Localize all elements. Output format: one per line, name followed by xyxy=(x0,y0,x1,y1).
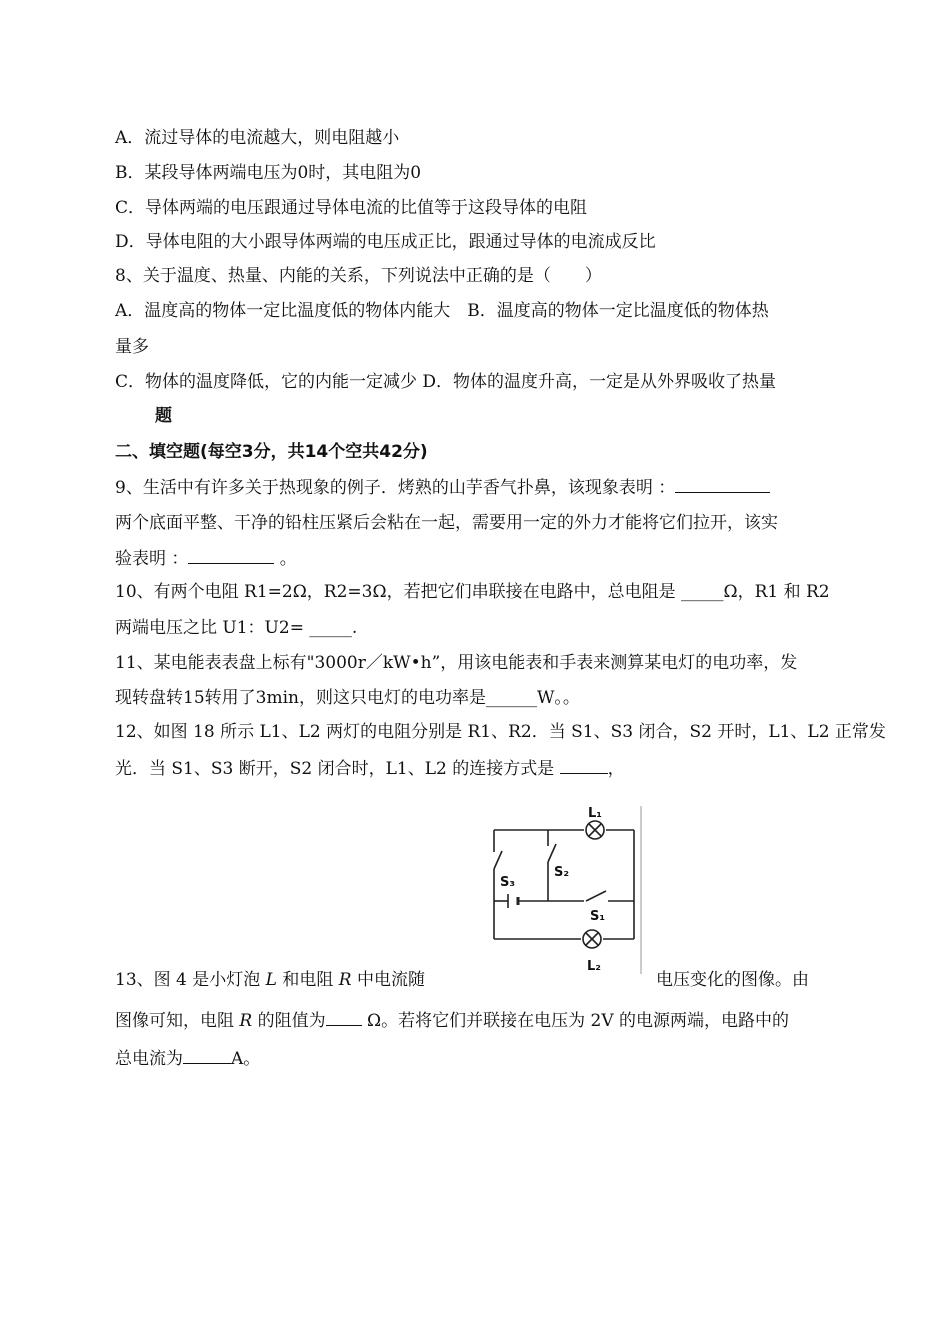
q13-line2 xyxy=(115,1008,789,1033)
q9-line3-end: 。 xyxy=(274,549,297,569)
q13-text: 总电流为 xyxy=(115,1049,183,1069)
q13-line1-right: 电压变化的图像。由 xyxy=(656,970,809,990)
q9-line3 xyxy=(115,546,297,571)
q13-text: 13、图 4 是小灯泡 xyxy=(115,970,266,990)
q7-option-a: A．流过导体的电流越大，则电阻越小 xyxy=(115,128,400,148)
s3-switch xyxy=(494,851,502,869)
s2-switch xyxy=(548,844,556,862)
q13-symbol-r: R xyxy=(239,1011,253,1031)
q13-line3 xyxy=(115,1046,260,1071)
lamp-l1-icon xyxy=(586,821,604,839)
answer-blank[interactable] xyxy=(326,1008,362,1026)
q10-line1-text: 10、有两个电阻 R1=2Ω，R2=3Ω，若把它们串联接在电路中，总电阻是 xyxy=(115,582,681,602)
q13-line1-left xyxy=(115,968,425,992)
q7-option-c: C．导体两端的电压跟通过导体电流的比值等于这段导体的电阻 xyxy=(115,198,588,218)
label-s2: S₂ xyxy=(554,865,570,880)
q7-option-b: B．某段导体两端电压为0时，其电阻为0 xyxy=(115,163,422,183)
q8-options-ab: A．温度高的物体一定比温度低的物体内能大 B．温度高的物体一定比温度低的物体热 xyxy=(115,301,769,321)
q8-stem: 8、关于温度、热量、内能的关系，下列说法中正确的是（ ） xyxy=(115,266,602,286)
circuit-diagram xyxy=(486,804,646,976)
q9-line2: 两个底面平整、干净的铅柱压紧后会粘在一起，需要用一定的外力才能将它们拉开，该实 xyxy=(115,513,778,533)
lamp-l2-icon xyxy=(583,930,601,948)
q11-line1: 11、某电能表表盘上标有"3000r／kW•h”，用该电能表和手表来测算某电灯的电功率，发 xyxy=(115,653,798,673)
q12-line1: 12、如图 18 所示 L1、L2 两灯的电阻分别是 R1、R2．当 S1、S3 闭合，S2 开时，L1、L2 正常发 xyxy=(115,722,886,742)
q8-options-cd: C．物体的温度降低，它的内能一定减少 D．物体的温度升高，一定是从外界吸收了热量 xyxy=(115,372,777,392)
q11-line2: 现转盘转15转用了3min，则这只电灯的电功率是______W。。 xyxy=(115,688,580,708)
stray-character: 题 xyxy=(155,406,172,426)
label-s1: S₁ xyxy=(590,909,606,924)
answer-blank[interactable] xyxy=(560,756,608,774)
q10-line1-end: Ω，R1 和 R2 xyxy=(723,582,830,602)
s1-switch xyxy=(586,891,606,901)
q10-line2: 两端电压之比 U1：U2= _____. xyxy=(115,618,358,638)
q10-line1 xyxy=(115,580,830,604)
answer-blank[interactable] xyxy=(183,1046,231,1064)
q12-line2 xyxy=(115,756,625,781)
q13-text: 的阻值为 xyxy=(252,1011,326,1031)
q9-line3-text: 验表明 ： xyxy=(115,549,189,569)
q13-text: Ω。若将它们并联接在电压为 2V 的电源两端，电路中的 xyxy=(361,1011,790,1031)
q8-options-ab-continued: 量多 xyxy=(115,337,149,357)
label-l2: L₂ xyxy=(587,959,601,974)
q13-text: 和电阻 xyxy=(276,970,339,990)
q9-line1 xyxy=(115,475,770,500)
answer-blank[interactable] xyxy=(675,475,770,493)
q13-text: A。 xyxy=(231,1049,261,1069)
label-l1: L₁ xyxy=(588,806,602,821)
q12-line2-end: ， xyxy=(607,759,625,779)
q13-symbol-l: L xyxy=(265,970,277,990)
q9-line1-text: 9、生活中有许多关于热现象的例子．烤熟的山芋香气扑鼻，该现象表明 ： xyxy=(115,478,676,498)
label-s3: S₃ xyxy=(500,875,516,890)
answer-blank[interactable] xyxy=(188,546,274,564)
q13-text: 中电流随 xyxy=(351,970,425,990)
section-title: 二、填空题(每空3分，共14个空共42分) xyxy=(115,442,428,462)
q13-symbol-r: R xyxy=(338,970,352,990)
q12-line2-text: 光．当 S1、S3 断开，S2 闭合时，L1、L2 的连接方式是 xyxy=(115,759,560,779)
q7-option-d: D．导体电阻的大小跟导体两端的电压成正比，跟通过导体的电流成反比 xyxy=(115,232,656,252)
q13-text: 图像可知，电阻 xyxy=(115,1011,240,1031)
answer-blank[interactable]: _____ xyxy=(680,582,724,602)
